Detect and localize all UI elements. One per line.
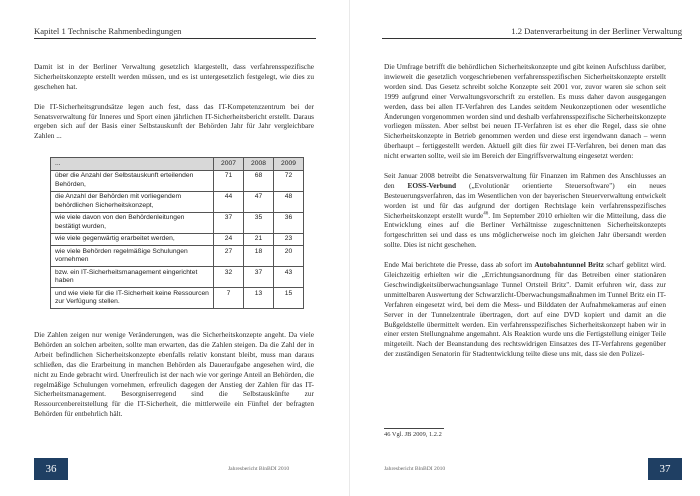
paragraph: Die IT-Sicherheitsgrundsätze legen auch fest, dass das IT-Kompetenzzentrum bei der Senatsverwaltung für Inneres und Sport einen jährlichen IT-Sicherheitsbericht erstellt. Daraus ergeben sich auf der Basis einer Selbstauskunft der Behörden Jahr für Jahr vergleichbare Zahlen ... xyxy=(34,101,314,141)
body-text-right xyxy=(384,62,666,359)
cell-2008: 37 xyxy=(244,267,274,288)
row-label: bzw. ein IT-Sicherheitsmanagement eingerichtet haben xyxy=(51,267,214,288)
cell-2008: 18 xyxy=(244,246,274,267)
running-head-right: 1.2 Datenverarbeitung in der Berliner Verwaltung xyxy=(511,26,682,36)
bold-term: Autobahntunnel Britz xyxy=(534,260,604,270)
footnote: 46 Vgl. JB 2009, 1.2.2 xyxy=(384,431,442,438)
cell-2007: 37 xyxy=(214,212,244,233)
row-label: die Anzahl der Behörden mit vorliegendem behördlichen Sicherheitskonzept, xyxy=(51,191,214,212)
table-row xyxy=(51,233,304,246)
table-header-cell: 2009 xyxy=(274,158,304,171)
row-label: und wie viele für die IT-Sicherheit keine Ressourcen zur Verfügung stellen. xyxy=(51,288,214,309)
table-header-row xyxy=(51,158,304,171)
table-row xyxy=(51,212,304,233)
paragraph xyxy=(384,171,666,250)
cell-2007: 24 xyxy=(214,233,244,246)
cell-2007: 32 xyxy=(214,267,244,288)
row-label: wie viele Behörden regelmäßige Schulungen vornehmen xyxy=(51,246,214,267)
text-run: Seit Januar 2008 betreibt die Senatsverwaltung für Finanzen im Rahmen des Anschlusses an den xyxy=(384,170,666,190)
cell-2007: 71 xyxy=(214,170,244,191)
cell-2007: 27 xyxy=(214,246,244,267)
cell-2008: 47 xyxy=(244,191,274,212)
text-run: . Im September 2010 erhielten wir die Mitteilung, dass die Entwicklung eines auf die Berliner Verhältnisse zugeschnittenen Sicherheitskonzepts fortgeschritten sei und dass es uns möglicherweise noch im gleichen Jahr übersandt werden sollte. Dies ist nicht geschehen. xyxy=(384,210,666,250)
page-number: 36 xyxy=(34,458,68,480)
cell-2009: 48 xyxy=(274,191,304,212)
row-label: wie viele gegenwärtig erarbeitet werden, xyxy=(51,233,214,246)
paragraph: Damit ist in der Berliner Verwaltung gesetzlich klargestellt, dass verfahrensspezifische Sicherheitskonzepte erstellt werden müssen, und es ist untergesetzlich festgelegt, wie dies zu geschehen hat. xyxy=(34,62,314,91)
cell-2009: 36 xyxy=(274,212,304,233)
page-number: 37 xyxy=(648,458,682,480)
text-run: scharf geblitzt wird. Gleichzeitig erhielten wir die „Errichtungsanordnung für das Betreiben einer stationären Geschwindigkeitsüberwachungsanlage Tunnel Ortsteil Britz". Damit erfuhren wir, dass zur unmittelbaren Auswertung der Schwarzlicht-Überwachungsmaßnahmen im Tunnel Britz ein IT-Verfahren eingesetzt wird, bei dem die Mess- und Bilddaten der Aufnahmekameras auf einen Server in der Tunnelzentrale übertragen, dort auf eine DVD kopiert und damit an die Bußgeldstelle übermittelt werden. Ein verfahrensspezifisches Sicherheitskonzept haben wir in einer ersten Stellungnahme angemahnt. Als Reaktion wurde uns die Fertigstellung einiger Teile mitgeteilt. Nach der Beanstandung des rechtswidrigen Einsatzes des IT-Verfahrens gegenüber der zuständigen Senatorin für Stadtentwicklung teilte diese uns mit, dass sie den Polizei- xyxy=(384,260,666,359)
paragraph: Die Zahlen zeigen nur wenige Veränderungen, was die Sicherheitskonzepte angeht. Da viele Behörden an solchen arbeiten, sollte man erwarten, das die Zahlen steigen. Da die Zahl der in Arbeit befindlichen Sicherheitskonzepte ebenfalls relativ konstant bleibt, muss man daraus schließen, das die Erarbeitung in manchen Behörden als Daueraufgabe angesehen wird, die nicht zu Ende gebracht wird. Unerfreulich ist der nach wie vor geringe Anteil an Behörden, die regelmäßige Schulungen vornehmen, erfreulich dagegen der Anstieg der Zahlen für das IT-Sicherheitsmanagement. Besorgniserregend sind die Selbstauskünfte zur Ressourcenbereitstellung für die IT-Sicherheit, die mittlerweile ein Fünftel der befragten Behörden für entbehrlich hält. xyxy=(34,330,314,419)
table-row xyxy=(51,288,304,309)
cell-2009: 23 xyxy=(274,233,304,246)
cell-2009: 15 xyxy=(274,288,304,309)
table-row xyxy=(51,191,304,212)
text-run: („Evolutionär orientierte Steuersoftware") ein neues Besteuerungsverfahren, das im Wesentlichen von der bayerischen Steuerverwaltung entwickelt worden ist und für das aufgrund der dortigen Rechtslage kein verfahrensspezifisches Sicherheitskonzept erstellt wurde xyxy=(384,180,666,220)
table-header-cell: 2008 xyxy=(244,158,274,171)
cell-2008: 35 xyxy=(244,212,274,233)
table-row xyxy=(51,246,304,267)
footer-label: Jahresbericht BlnBDI 2010 xyxy=(384,466,446,472)
text-run: Ende Mai berichtete die Presse, dass ab sofort im xyxy=(384,260,535,270)
header-rule xyxy=(34,38,316,39)
footer-label: Jahresbericht BlnBDI 2010 xyxy=(228,466,290,472)
body-text-bottom xyxy=(34,330,314,419)
footnote-rule xyxy=(384,428,444,429)
table-row xyxy=(51,170,304,191)
table-row xyxy=(51,267,304,288)
cell-2008: 21 xyxy=(244,233,274,246)
cell-2009: 43 xyxy=(274,267,304,288)
statistics-table xyxy=(50,157,304,309)
running-head-left: Kapitel 1 Technische Rahmenbedingungen xyxy=(34,26,182,36)
cell-2007: 44 xyxy=(214,191,244,212)
cell-2009: 20 xyxy=(274,246,304,267)
cell-2007: 7 xyxy=(214,288,244,309)
body-text-top xyxy=(34,62,314,141)
paragraph: Die Umfrage betrifft die behördlichen Sicherheitskonzepte und gibt keinen Aufschluss darüber, inwieweit die gesetzlich vorgeschriebenen verfahrensspezifischen Sicherheitskonzepte erstellt worden sind. Das Gesetz schreibt solche Konzepte seit 2001 vor, zuvor waren sie schon seit 1999 aufgrund einer Verwaltungsvorschrift zu erstellen. Es muss daher davon ausgegangen werden, dass bei allen IT-Verfahren des Landes seitdem Neukonzeptionen oder wesentliche Änderungen vorgenommen worden sind und deshalb verfahrensspezifische Sicherheitskonzepte vorliegen müssten. Aber selbst bei neuen IT-Verfahren ist es eher die Regel, dass sie ohne Sicherheitskonzepte in Betrieb genommen werden und diese erst irgendwann danach – wenn überhaupt – fertiggestellt werden. Aktuell gilt dies für zwei IT-Verfahren, bei denen man das nicht erwarten sollte, weil sie im Bereich der Eingriffsverwaltung eingesetzt werden: xyxy=(384,62,666,161)
row-label: über die Anzahl der Selbstauskunft erteilenden Behörden, xyxy=(51,170,214,191)
header-rule xyxy=(382,38,682,39)
paragraph xyxy=(384,260,666,359)
cell-2008: 68 xyxy=(244,170,274,191)
table-header-cell: ... xyxy=(51,158,214,171)
cell-2009: 72 xyxy=(274,170,304,191)
right-page xyxy=(350,0,700,496)
footnote-ref[interactable]: 46 xyxy=(483,211,489,217)
row-label: wie viele davon von den Behördenleitungen bestätigt wurden, xyxy=(51,212,214,233)
bold-term: EOSS-Verbund xyxy=(407,180,457,190)
table-header-cell: 2007 xyxy=(214,158,244,171)
cell-2008: 13 xyxy=(244,288,274,309)
